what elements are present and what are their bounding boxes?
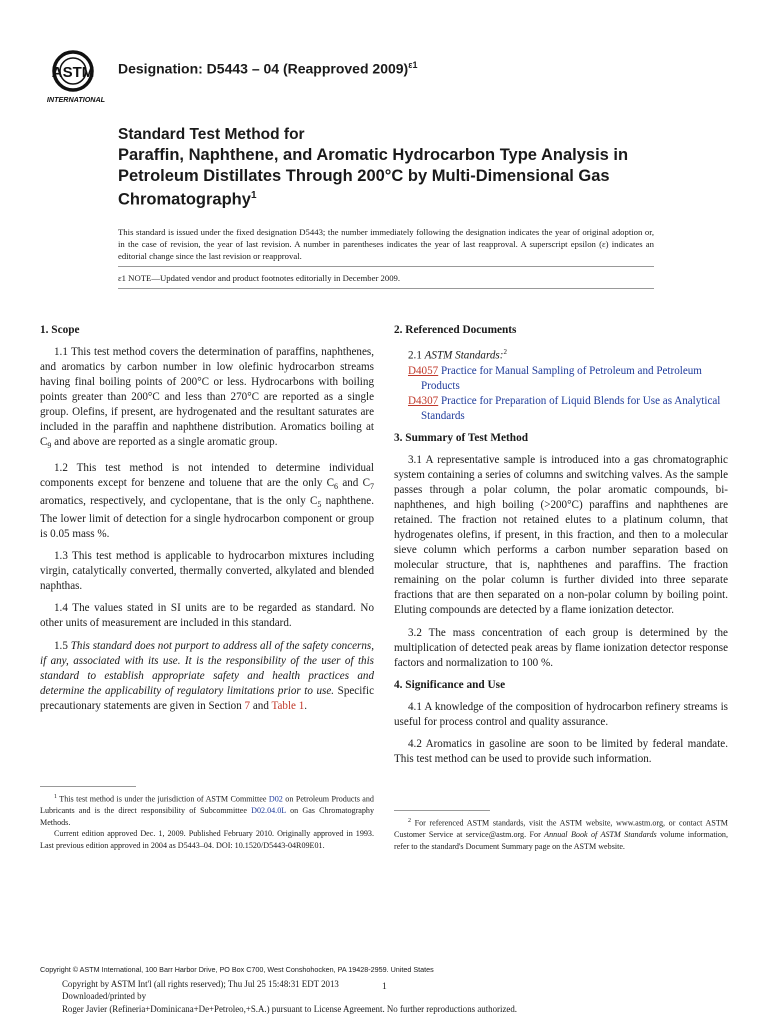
designation-text: Designation: D5443 – 04 (Reapproved 2009) xyxy=(118,60,409,77)
footnote-divider xyxy=(40,786,136,787)
reference-code-link[interactable]: D4307 xyxy=(408,394,439,407)
paragraph-1-5: 1.5 This standard does not purport to address all of the safety concerns, if any, associated with its use. It is the responsibility of the user of this standard to establish appropriate safety and health practices and determine the applicability of regulatory limitations prior to use. Specific precautionary statements are given in Section 7 and Table 1. xyxy=(40,639,375,712)
download-line-1: Copyright by ASTM Int'l (all rights reserved); Thu Jul 25 15:48:31 EDT 2013 xyxy=(62,979,339,989)
title-main-text: Paraffin, Naphthene, and Aromatic Hydrocarbon Type Analysis in Petroleum Distillates Through 200°C by Multi-Dimensional Gas Chromatography xyxy=(118,146,629,209)
subcommittee-link[interactable]: D02.04.0L xyxy=(251,806,286,816)
paragraph-1-2: 1.2 This test method is not intended to determine individual components except for benzene and toluene that are the only $C_6$ and $C_7$ aromatics, respectively, and cyclopentane, that is the only $C_5$ naphthene. The lower limit of detection for a single hydrocarbon component or group is 0.05 mass %. xyxy=(40,461,375,541)
paragraph-1-1: 1.1 This test method covers the determination of paraffins, naphthenes, and aromatics by carbon number in low olefinic hydrocarbon streams having final boiling points of 200°C or less. Hydrocarbons with boiling points greater than 200°C and less than 270°C are reported as a single group. Olefins, if present, are hydrogenated and the resultant saturates are included in the paraffin and naphthene distribution. Aromatics boiling at $C_9$ and above are reported as a single aromatic group. xyxy=(40,346,374,451)
footnote-1: $^1$ This test method is under the jurisdiction of ASTM Committee D02 on Petroleum Products and Lubricants and is the direct responsibility of Subcommittee D02.04.0L on Gas Chromatography Methods. Current edition approved Dec. 1, 2009. Published February 2010. Originally approved in 1993. Last previous edition approved in 2004 as D5443–04. DOI: 10.1520/D5443-04R09E01. xyxy=(40,794,374,851)
paragraph-4-1: 4.1 A knowledge of the composition of hydrocarbon refinery streams is useful for process control and quality assurance. xyxy=(394,700,728,728)
download-notice xyxy=(62,978,662,1015)
committee-d02-link[interactable]: D02 xyxy=(268,794,283,804)
section-heading-referenced: 2. Referenced Documents xyxy=(394,324,517,336)
editorial-text: NOTE—Updated vendor and product footnotes editorially in December 2009. xyxy=(126,273,401,283)
title-line1: Standard Test Method for xyxy=(118,126,305,143)
title-block xyxy=(118,125,678,210)
reference-title-link[interactable]: Practice for Preparation of Liquid Blends for Use as Analytical Standards xyxy=(421,394,721,422)
section-7-link[interactable]: 7 xyxy=(244,699,251,712)
reference-d4307[interactable] xyxy=(408,394,728,424)
left-column xyxy=(40,323,374,721)
logo-subtext: INTERNATIONAL xyxy=(46,95,106,104)
footnote-1-edition: Current edition approved Dec. 1, 2009. Published February 2010. Originally approved in 1993. Last previous edition approved in 2004 as D5443–04. DOI: 10.1520/D5443-04R09E01. xyxy=(40,829,374,851)
paragraph-1-3: 1.3 This test method is applicable to hydrocarbon mixtures including virgin, catalytically converted, thermally converted, alkylated and blended naphthas. xyxy=(40,550,374,593)
reference-title-link[interactable]: Practice for Manual Sampling of Petroleum and Petroleum Products xyxy=(421,364,702,392)
download-line-2: Downloaded/printed by xyxy=(62,991,147,1002)
download-line-3: Roger Javier (Refineria+Dominicana+De+Petroleo,+S.A.) pursuant to License Agreement. No further reproductions authorized. xyxy=(62,1003,517,1014)
astm-logo xyxy=(40,46,112,106)
editorial-note xyxy=(118,272,654,284)
paragraph-3-2: 3.2 The mass concentration of each group is determined by the multiplication of detected peak areas by flame ionization detector response factors and normalization to 100 %. xyxy=(394,626,728,669)
paragraph-3-1: 3.1 A representative sample is introduced into a gas chromatographic system containing a series of columns and switching valves. As the sample passes through a polar column, the polar aromatic compounds, bi-naphthenes, and high boiling (>200°C) paraffins and naphthenes are retained. The fraction not retained elutes to a platinum column, that hydrogenates olefins, if present, in this fraction, and then to a molecular sieve column which performs a carbon number separation based on molecular structure, that is, naphthenes and paraffins. The fraction remaining on the polar column is further divided into three separate fractions that are then separated on a non-polar column by boiling point. Eluting compounds are detected by a flame ionization detector. xyxy=(394,454,728,617)
reference-code-link[interactable]: D4057 xyxy=(408,364,439,377)
title-footnote-mark: 1 xyxy=(250,190,257,201)
reference-d4057[interactable] xyxy=(408,364,728,394)
table-1-link[interactable]: Table 1 xyxy=(271,699,305,712)
footnote-divider xyxy=(394,810,490,811)
section-heading-significance: 4. Significance and Use xyxy=(394,678,506,691)
copyright-line: Copyright © ASTM International, 100 Barr Harbor Drive, PO Box C700, West Conshohocken, PA 19428-2959. United States xyxy=(40,965,434,974)
section-heading-scope: 1. Scope xyxy=(40,324,80,336)
designation-epsilon: ε1 xyxy=(408,60,418,70)
designation xyxy=(118,60,418,77)
logo-text: ASTM xyxy=(51,64,95,81)
page-number: 1 xyxy=(382,982,387,992)
paragraph-1-4: 1.4 The values stated in SI units are to be regarded as standard. No other units of measurement are included in this standard. xyxy=(40,602,374,630)
footnote-2: $^2$ For referenced ASTM standards, visit the ASTM website, www.astm.org, or contact ASTM Customer Service at service@astm.org. For Annual Book of ASTM Standards volume information, refer to the standard's Document Summary page on the ASTM website. xyxy=(394,818,728,851)
astm-standards-label: 2.1 ASTM Standards:$^2$ xyxy=(408,348,507,362)
editorial-mark: ε1 xyxy=(118,273,126,283)
divider xyxy=(118,266,654,267)
right-column xyxy=(394,323,728,774)
paragraph-4-2: 4.2 Aromatics in gasoline are soon to be limited by federal mandate. This test method can be used to provide such information. xyxy=(394,737,728,765)
divider xyxy=(118,288,654,289)
section-heading-summary: 3. Summary of Test Method xyxy=(394,431,528,444)
issue-note: This standard is issued under the fixed designation D5443; the number immediately following the designation indicates the year of original adoption or, in the case of revision, the year of last revision. A number in parentheses indicates the year of last reapproval. A superscript epsilon (ε) indicates an editorial change since the last revision or reapproval. xyxy=(118,227,654,262)
page-title xyxy=(118,145,678,210)
